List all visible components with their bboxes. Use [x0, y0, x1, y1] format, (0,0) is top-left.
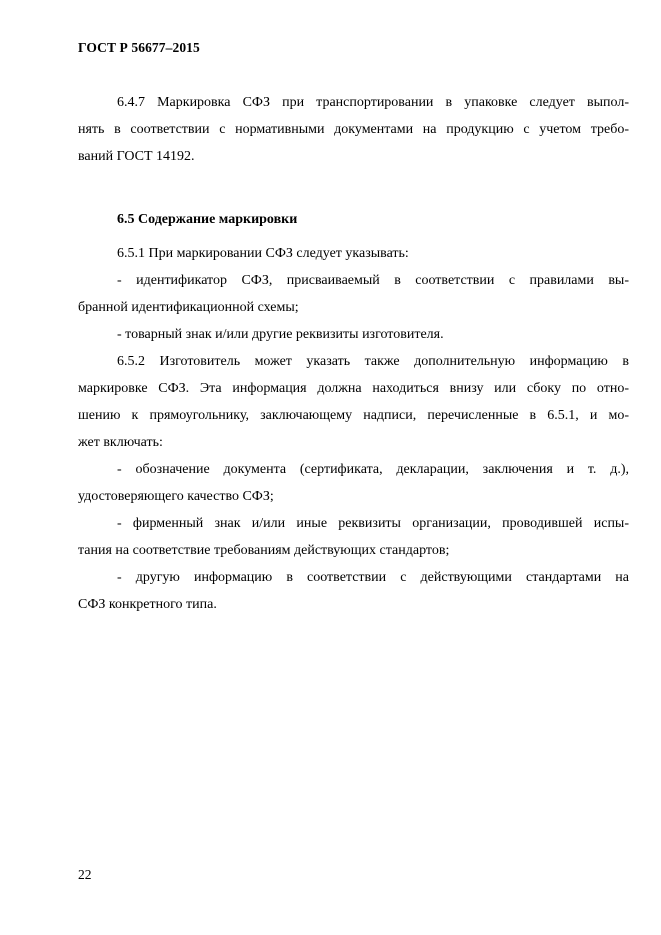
list-item-company-mark-line-1: - фирменный знак и/или иные реквизиты организации, проводившей испы- [117, 516, 629, 531]
list-item-identifier-line-1: - идентификатор СФЗ, присваиваемый в соответствии с правилами вы- [117, 273, 629, 288]
paragraph-6-4-7-line-3: ваний ГОСТ 14192. [78, 149, 195, 164]
paragraph-6-5-2-line-4: жет включать: [78, 435, 163, 450]
document-header-code: ГОСТ Р 56677–2015 [78, 40, 200, 55]
section-heading-6-5: 6.5 Содержание маркировки [117, 212, 298, 227]
paragraph-6-4-7-line-2: нять в соответствии с нормативными документами на продукцию с учетом требо- [78, 122, 629, 137]
paragraph-6-5-2-line-3: шению к прямоугольнику, заключающему надписи, перечисленные в 6.5.1, и мо- [78, 408, 629, 423]
list-item-trademark: - товарный знак и/или другие реквизиты изготовителя. [117, 327, 444, 342]
paragraph-6-5-1-line-1: 6.5.1 При маркировании СФЗ следует указывать: [117, 246, 409, 261]
list-item-other-information-line-1: - другую информацию в соответствии с действующими стандартами на [117, 570, 629, 585]
list-item-other-information-line-2: СФЗ конкретного типа. [78, 597, 217, 612]
list-item-document-designation-line-2: удостоверяющего качество СФЗ; [78, 489, 274, 504]
paragraph-6-4-7-line-1: 6.4.7 Маркировка СФЗ при транспортировании в упаковке следует выпол- [117, 95, 629, 110]
list-item-document-designation-line-1: - обозначение документа (сертификата, декларации, заключения и т. д.), [117, 462, 629, 477]
page-number: 22 [78, 867, 92, 882]
list-item-company-mark-line-2: тания на соответствие требованиям действующих стандартов; [78, 543, 450, 558]
list-item-identifier-line-2: бранной идентификационной схемы; [78, 300, 299, 315]
paragraph-6-5-2-line-2: маркировке СФЗ. Эта информация должна находиться внизу или сбоку по отно- [78, 381, 629, 396]
paragraph-6-5-2-line-1: 6.5.2 Изготовитель может указать также дополнительную информацию в [117, 354, 629, 369]
